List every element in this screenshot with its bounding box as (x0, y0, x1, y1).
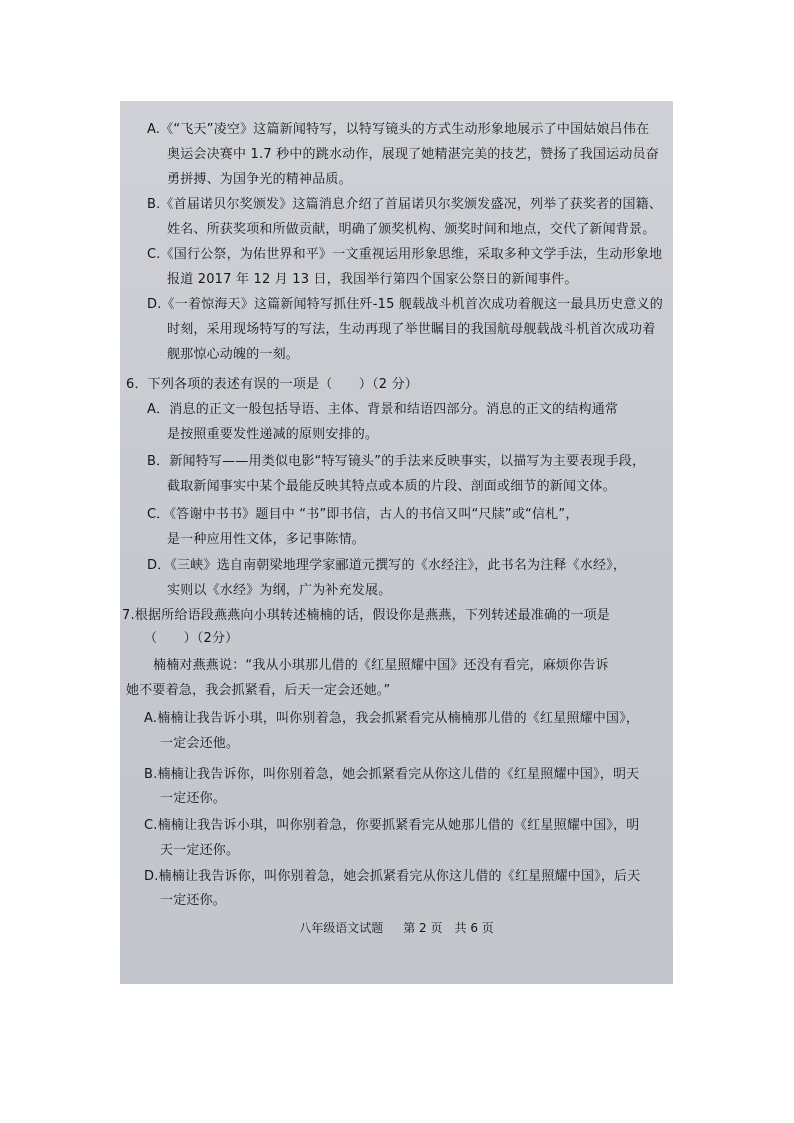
q5-option-d-line-1: D.《一着惊海天》这篇新闻特写抓住歼-15 舰载战斗机首次成功着舰这一最具历史意义的 (147, 297, 663, 312)
q7-option-a-line-1: A.楠楠让我告诉小琪，叫你别着急，我会抓紧看完从楠楠那儿借的《红星照耀中国》， (144, 711, 640, 726)
q7-passage-line-1: 楠楠对燕燕说：“我从小琪那儿借的《红星照耀中国》还没有看完，麻烦你告诉 (153, 658, 609, 673)
q7-option-c-line-1: C.楠楠让我告诉小琪，叫你别着急，你要抓紧看完从她那儿借的《红星照耀中国》，明 (144, 818, 640, 833)
footer-subject: 八年级语文试题 (299, 921, 384, 935)
q6-option-a-line-2: 是按照重要发性递减的原则安排的。 (167, 427, 379, 442)
q5-option-c-line-2: 报道 2017 年 12 月 13 日，我国举行第四个国家公祭日的新闻事件。 (167, 272, 578, 287)
q6-option-c-line-2: 是一种应用性文体，多记事陈情。 (167, 532, 366, 547)
q7-option-b-line-1: B.楠楠让我告诉你，叫你别着急，她会抓紧看完从你这儿借的《红星照耀中国》，明天 (144, 767, 640, 782)
q5-option-a-line-1: A.《“飞天”凌空》这篇新闻特写，以特写镜头的方式生动形象地展示了中国姑娘吕伟在 (147, 122, 650, 137)
q5-option-a-line-3: 勇拼搏、为国争光的精神品质。 (167, 172, 352, 187)
q5-option-b-line-2: 姓名、所获奖项和所做贡献，明确了颁奖机构、颁奖时间和地点，交代了新闻背景。 (167, 222, 656, 237)
q6-option-c-line-1: C．《答谢中书书》题目中 “书”即书信，古人的书信又叫“尺牍”或“信札”， (147, 507, 579, 522)
q7-option-d-line-2: 一定还你。 (160, 893, 227, 908)
q7-option-a-line-2: 一定会还他。 (160, 736, 240, 751)
q6-stem: 6．下列各项的表述有误的一项是（ ）（2 分） (126, 377, 418, 392)
q7-option-d-line-1: D.楠楠让我告诉你，叫你别着急，她会抓紧看完从你这儿借的《红星照耀中国》，后天 (144, 869, 641, 884)
q6-option-a-line-1: A．消息的正文一般包括导语、主体、背景和结语四部分。消息的正文的结构通常 (147, 402, 619, 417)
q5-option-b-line-1: B.《首届诺贝尔奖颁发》这篇消息介绍了首届诺贝尔奖颁发盛况，列举了获奖者的国籍、 (147, 197, 663, 212)
page-footer (120, 920, 673, 936)
footer-page-number: 第 2 页 (403, 921, 443, 935)
q6-option-d-line-2: 实则以《水经》为纲，广为补充发展。 (167, 583, 392, 598)
q5-option-a-line-2: 奥运会决赛中 1.7 秒中的跳水动作，展现了她精湛完美的技艺，赞扬了我国运动员奋 (167, 147, 659, 162)
q6-option-b-line-2: 截取新闻事实中某个最能反映其特点或本质的片段、剖面或细节的新闻文体。 (167, 479, 616, 494)
q5-option-d-line-3: 舰那惊心动魄的一刻。 (167, 347, 300, 362)
q6-option-b-line-1: B．新闻特写——用类似电影“特写镜头”的手法来反映事实，以描写为主要表现手段， (147, 454, 646, 469)
footer-total-pages: 共 6 页 (454, 921, 494, 935)
q6-option-d-line-1: D．《三峡》选自南朝梁地理学家郦道元撰写的《水经注》，此书名为注释《水经》， (147, 558, 627, 573)
q7-passage-line-2: 她不要着急，我会抓紧看，后天一定会还她。” (126, 683, 391, 698)
exam-page-content (120, 101, 673, 984)
q7-option-c-line-2: 天一定还你。 (160, 843, 240, 858)
q7-stem-line-2: （ ）（2分） (144, 631, 239, 646)
q7-option-b-line-2: 一定还你。 (160, 791, 227, 806)
q7-stem-line-1: 7.根据所给语段燕燕向小琪转述楠楠的话，假设你是燕燕，下列转述最准确的一项是 (122, 608, 611, 623)
q5-option-d-line-2: 时刻，采用现场特写的写法，生动再现了举世瞩目的我国航母舰载战斗机首次成功着 (167, 322, 656, 337)
exam-paper-photo (120, 101, 673, 984)
q5-option-c-line-1: C.《国行公祭，为佑世界和平》一文重视运用形象思维，采取多种文学手法，生动形象地 (147, 247, 663, 262)
